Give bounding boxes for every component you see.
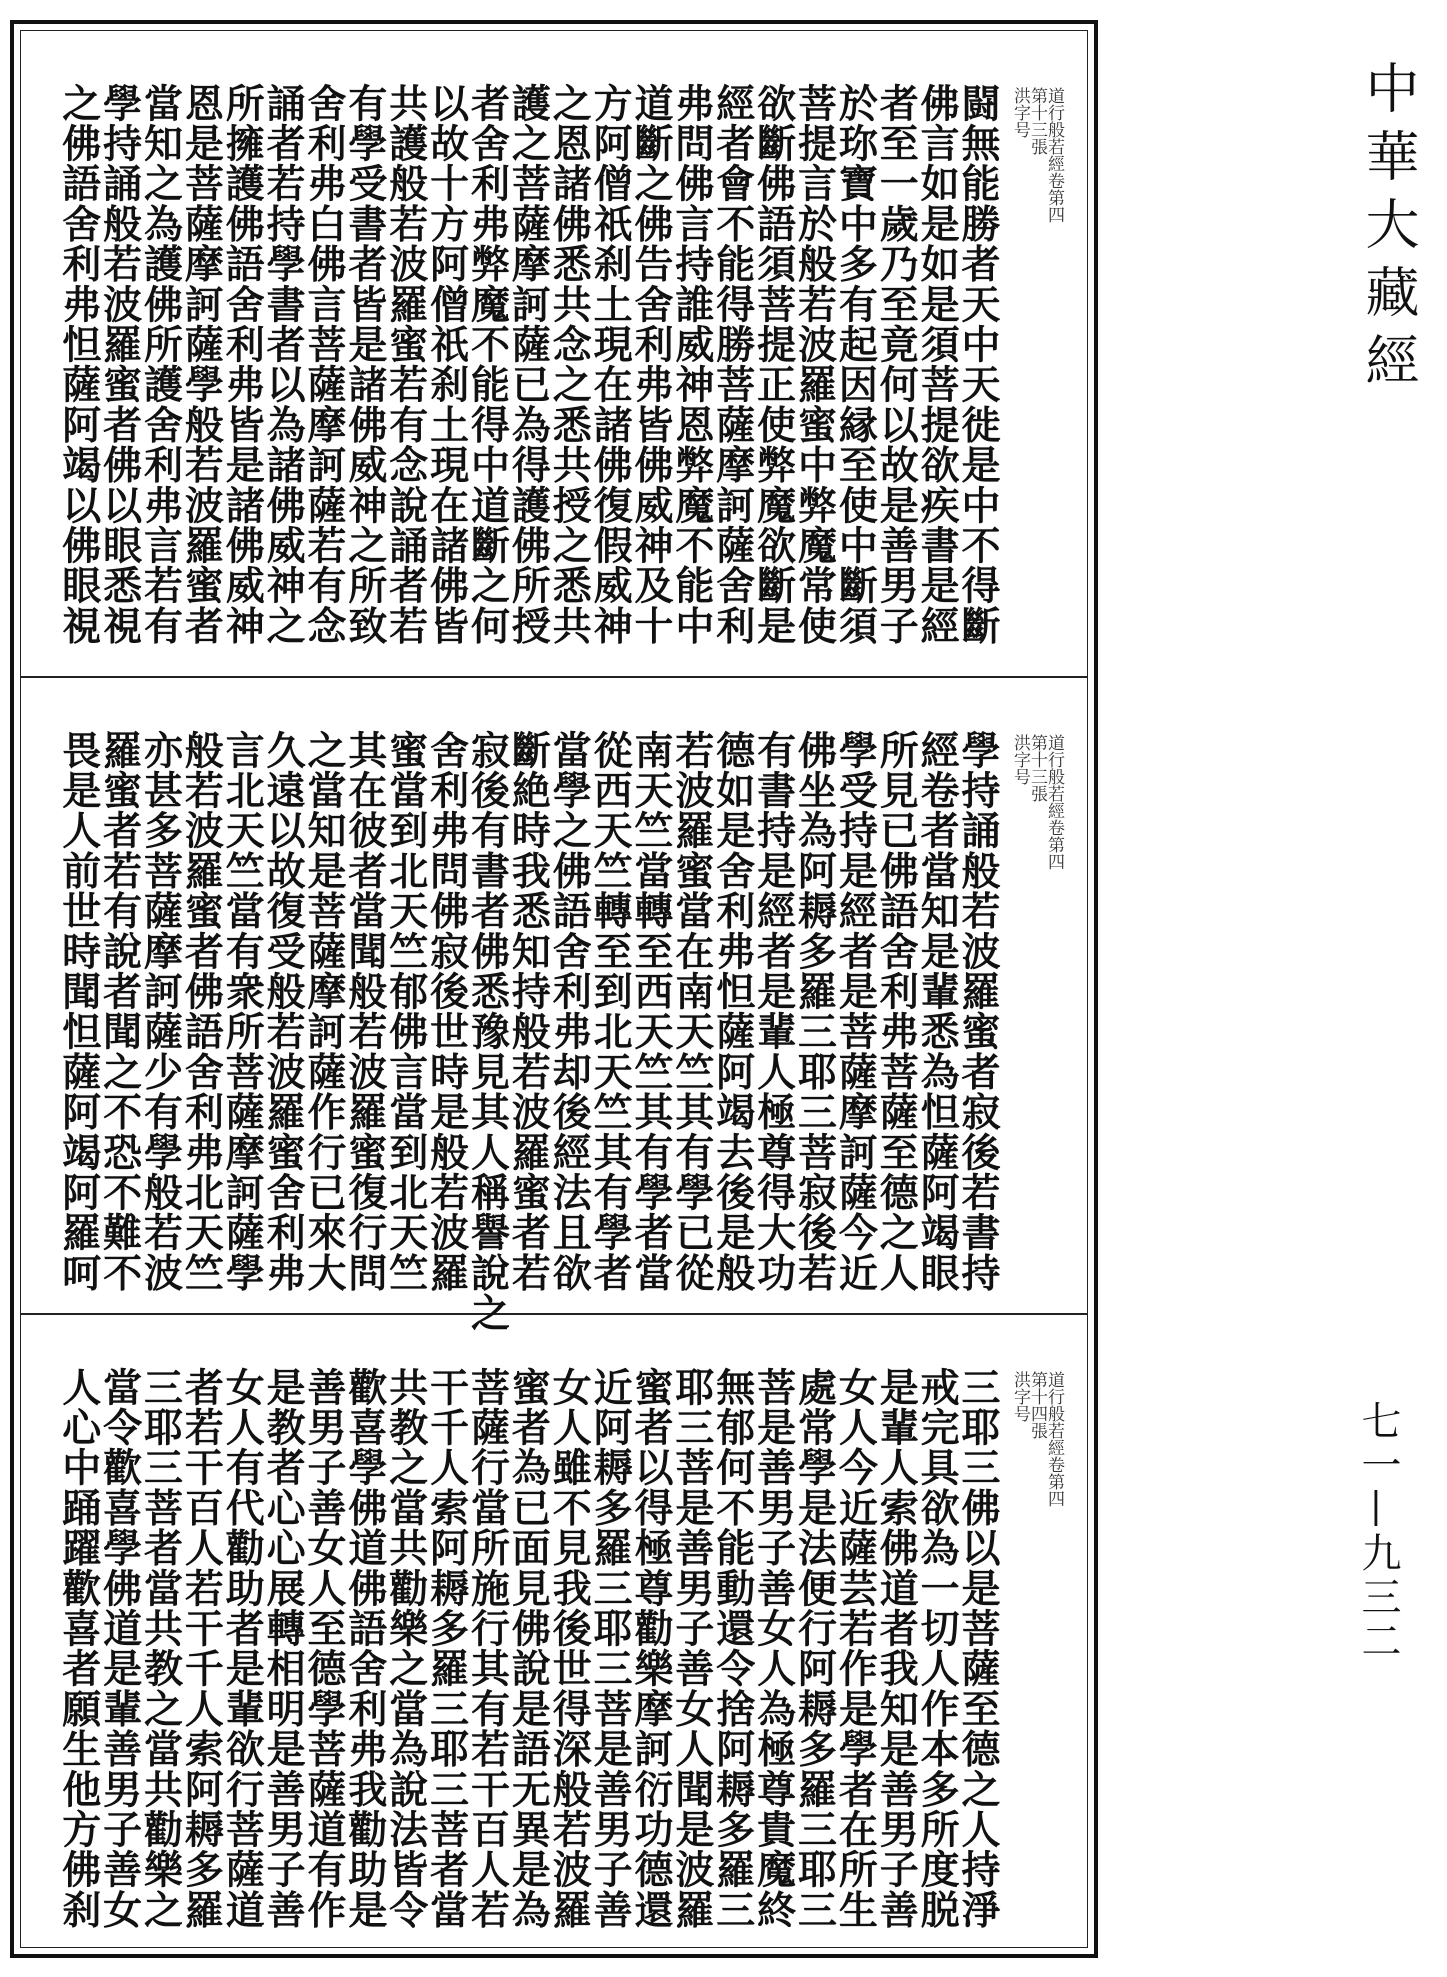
margin-title: 道行般若經卷第四 bbox=[1044, 734, 1064, 870]
text-column: 舍利弗白佛言菩薩摩訶薩若有念 bbox=[301, 83, 347, 646]
text-column: 欲斷佛語須菩提正使弊魔欲斷是 bbox=[750, 83, 797, 646]
text-column: 三耶三菩者當共教之當共勸樂之 bbox=[137, 1367, 184, 1930]
text-block-border bbox=[20, 30, 1088, 1948]
text-column: 者若干百人若干千人索阿耨多羅 bbox=[178, 1367, 225, 1930]
text-column: 女人今近薩芸若作是學者在所生 bbox=[832, 1367, 879, 1930]
margin-sheet: 第十三張 bbox=[1027, 87, 1047, 155]
text-column: 者舍利弗弊魔不能得中道斷之何 bbox=[464, 83, 511, 646]
text-column: 蜜者為已面見佛說是語无異是為 bbox=[505, 1367, 552, 1930]
margin-sheet: 第十四張 bbox=[1027, 1371, 1047, 1439]
text-column: 女人有代勸助者是輩欲行菩薩道 bbox=[219, 1367, 266, 1930]
text-column: 佛坐為阿耨多羅三耶三菩寂後若 bbox=[791, 730, 838, 1293]
text-column: 斷絶時我悉知持般若波羅蜜者若 bbox=[505, 730, 552, 1293]
text-panel-1 bbox=[21, 31, 1087, 676]
margin-note bbox=[1011, 87, 1062, 647]
text-column: 有學受書者皆是諸佛威神之所致 bbox=[341, 83, 388, 646]
text-column: 經者會不能得勝菩薩摩訶薩舍利 bbox=[709, 83, 756, 646]
text-column: 所擁護佛語舍利弗皆是諸佛威神 bbox=[219, 83, 266, 646]
text-column: 畏是人前世時聞怛薩阿竭阿羅呵 bbox=[55, 730, 102, 1293]
text-column: 學受持是經者是菩薩摩訶薩今近 bbox=[832, 730, 879, 1293]
margin-title: 道行般若經卷第四 bbox=[1044, 1371, 1064, 1507]
margin-note bbox=[1011, 734, 1062, 1294]
text-column: 方阿僧祇刹土現在諸佛復假威神 bbox=[587, 83, 634, 646]
margin-sheet: 第十三張 bbox=[1027, 734, 1047, 802]
page-number: 七一—九三二 bbox=[1355, 1400, 1401, 1664]
margin-title: 道行般若經卷第四 bbox=[1044, 87, 1064, 223]
text-column: 當令歡喜學佛道是輩善男子善女 bbox=[96, 1367, 143, 1930]
page-frame bbox=[10, 20, 1098, 1958]
column-group bbox=[55, 83, 1001, 653]
text-column: 當學之佛語舍利弗却後經法且欲 bbox=[546, 730, 593, 1293]
text-column: 學持誦般若波羅蜜者寂後若書持 bbox=[955, 730, 1001, 1293]
text-column: 是輩人索佛道者我知是善男子善 bbox=[873, 1367, 920, 1930]
text-column: 當知之為護佛所護舍利弗言若有 bbox=[137, 83, 184, 646]
text-column: 耶三菩是善男子善女人聞是波羅 bbox=[668, 1367, 715, 1930]
text-column: 以故十方阿僧祇刹土現在諸佛皆 bbox=[423, 83, 470, 646]
text-column: 之佛語舍利弗怛薩阿竭以佛眼視 bbox=[55, 83, 102, 646]
margin-mark: 洪字号 bbox=[1010, 734, 1030, 785]
text-column: 干千人索阿耨多羅三耶三菩者當 bbox=[423, 1367, 470, 1930]
text-column: 所見已佛語舍利弗菩薩至德之人 bbox=[873, 730, 920, 1293]
text-column: 三耶三佛以是菩薩至德之人持淨 bbox=[955, 1367, 1001, 1930]
text-column: 弗問佛言持誰威神恩弊魔不能中 bbox=[668, 83, 715, 646]
text-column: 其在彼者當聞般若波羅蜜復行問 bbox=[341, 730, 388, 1293]
text-column: 近阿耨多羅三耶三菩是善男子善 bbox=[587, 1367, 634, 1930]
margin-mark: 洪字号 bbox=[1010, 87, 1030, 138]
text-column: 誦者若持學書者以為諸佛威神之 bbox=[260, 83, 307, 646]
text-column: 菩提言於般若波羅蜜中弊魔常使 bbox=[791, 83, 838, 646]
text-column: 菩薩行當所施行其有若干百人若 bbox=[464, 1367, 511, 1930]
text-column: 於珎寶中多有起因縁至使中斷須 bbox=[832, 83, 879, 646]
text-column: 蜜者以得極尊勸樂摩訶衍功德還 bbox=[628, 1367, 674, 1930]
text-column: 共護般若波羅蜜若有念說誦者若 bbox=[382, 83, 429, 646]
text-column: 經卷者當知是輩悉為怛薩阿竭眼 bbox=[914, 730, 961, 1293]
text-column: 闘無能勝者天中天徙是中不得斷 bbox=[955, 83, 1001, 646]
text-column: 是教者心心展轉相明是善男子善 bbox=[260, 1367, 307, 1930]
text-column: 般若波羅蜜者佛語舍利弗北天竺 bbox=[178, 730, 225, 1293]
text-column: 若波羅蜜當在南天竺其有學已從 bbox=[668, 730, 715, 1293]
text-column: 亦甚多菩薩摩訶薩少有學般若波 bbox=[137, 730, 184, 1293]
text-column: 恩是菩薩摩訶薩學般若波羅蜜者 bbox=[178, 83, 225, 646]
text-column: 蜜當到北天竺郁佛言當到北天竺 bbox=[382, 730, 429, 1293]
text-column: 人心中踊躍歡喜者願生他方佛刹 bbox=[55, 1367, 102, 1930]
text-panel-3 bbox=[21, 1315, 1087, 1947]
text-column: 之恩諸佛悉共念之悉共授之悉共 bbox=[546, 83, 593, 646]
text-panel-2 bbox=[21, 678, 1087, 1333]
text-column: 舍利弗問佛寂後世時是般若波羅 bbox=[423, 730, 470, 1293]
text-column: 女人雖不見我後世得深般若波羅 bbox=[546, 1367, 593, 1930]
text-column: 言北天竺當有衆所菩薩摩訶薩學 bbox=[219, 730, 266, 1293]
text-column: 戒完具欲為一切人作本多所度脱 bbox=[914, 1367, 961, 1930]
text-column: 久遠以故復受般若波羅蜜舍利弗 bbox=[260, 730, 307, 1293]
text-column: 寂後有書者佛悉豫見其人稱譽說之 bbox=[464, 730, 511, 1333]
text-column: 從西天竺轉至到北天竺其有學者 bbox=[587, 730, 634, 1293]
text-column: 共教之當共勸樂之當為說法皆令 bbox=[382, 1367, 429, 1930]
text-column: 南天竺當轉至西天竺其有學者當 bbox=[628, 730, 674, 1293]
text-column: 德如是舍利弗怛薩阿竭去後是般 bbox=[709, 730, 756, 1293]
text-column: 處常學是法便行阿耨多羅三耶三 bbox=[791, 1367, 838, 1930]
text-column: 護之菩薩摩訶薩已為得護佛所授 bbox=[505, 83, 552, 646]
margin-note bbox=[1011, 1371, 1062, 1931]
text-column: 佛言如是如是須菩提欲疾書是經 bbox=[914, 83, 961, 646]
text-column: 有書持是經者是輩人極尊得大功 bbox=[750, 730, 797, 1293]
text-column: 者至一歲乃至竟何以故是善男子 bbox=[873, 83, 920, 646]
text-column: 菩是善男子善女人為極尊貴魔終 bbox=[750, 1367, 797, 1930]
text-column: 羅蜜者若有說者聞之不恐不難不 bbox=[96, 730, 143, 1293]
text-column: 道斷之佛告舍利弗皆佛威神及十 bbox=[628, 83, 674, 646]
text-column: 學持誦般若波羅蜜者佛以眼悉視 bbox=[96, 83, 143, 646]
column-group bbox=[55, 730, 1001, 1333]
margin-mark: 洪字号 bbox=[1010, 1371, 1030, 1422]
collection-title: 中華大藏經 bbox=[1357, 60, 1420, 400]
text-column: 無郁何不能動還令捨阿耨多羅三 bbox=[709, 1367, 756, 1930]
text-column: 歡喜學佛道佛語舍利弗我勸助是 bbox=[341, 1367, 388, 1930]
text-column: 之當知是菩薩摩訶薩作行已來大 bbox=[301, 730, 347, 1293]
text-column: 善男子善女人至德學菩薩道有作 bbox=[301, 1367, 347, 1930]
column-group bbox=[55, 1367, 1001, 1937]
